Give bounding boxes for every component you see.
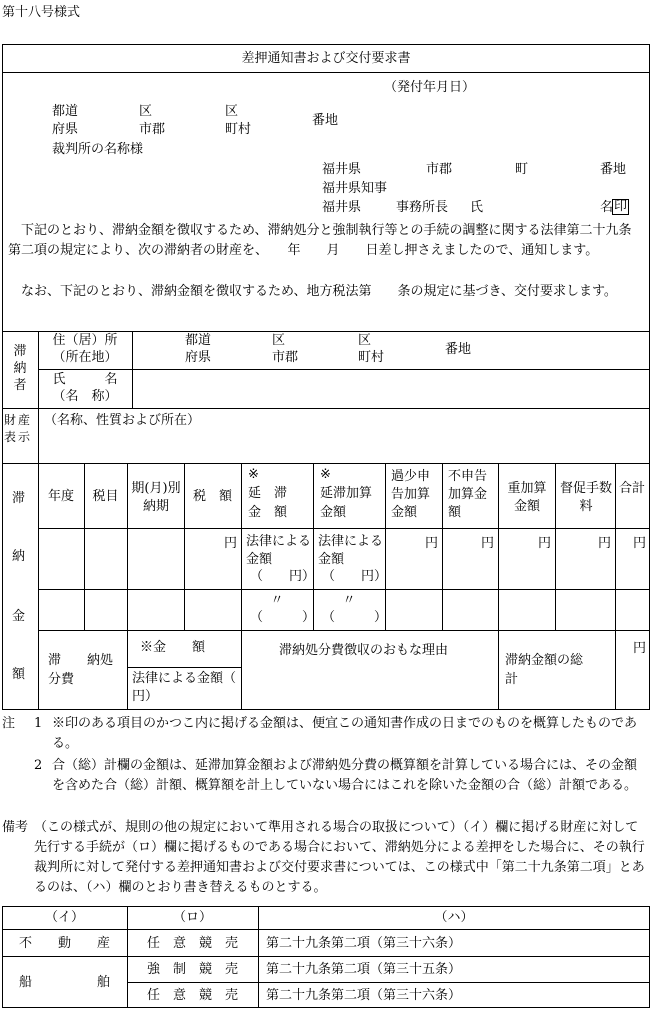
header-tax-amount: 税 額: [192, 489, 232, 504]
sender-governor: 福井県知事: [322, 181, 388, 196]
addressee-gun: 市郡: [139, 122, 166, 137]
addressee-court: 裁判所の名称様: [52, 142, 144, 157]
bottom-row3-ha: 第二十九条第二項（第三十六条）: [266, 988, 462, 1003]
bottom-row2-ro: 強 制 競 売: [146, 962, 238, 977]
row2-late-add-ditto: 〃: [342, 593, 356, 608]
header-under-report: 過少申告加算金額: [391, 469, 431, 520]
taxpayer-addr-town: 町村: [358, 350, 385, 365]
remarks-prefix: 備考: [2, 820, 29, 835]
bottom-row2-i: 船 舶: [18, 975, 110, 990]
row1-non-yen: 円: [480, 536, 494, 551]
issue-date: （発付年月日）: [384, 80, 476, 95]
arrears-char-3: 金: [12, 609, 26, 624]
arrears-total-yen: 円: [632, 641, 646, 656]
bottom-row3-ro: 任 意 競 売: [146, 988, 238, 1003]
addressee-town: 町村: [225, 122, 252, 137]
row2-late-fee-paren: （ ）: [250, 610, 316, 625]
bottom-row1-ha: 第二十九条第二項（第三十六条）: [266, 936, 462, 951]
row1-under-yen: 円: [424, 536, 438, 551]
disposal-fee-label: 滞 納処分費: [48, 653, 114, 687]
property-label-bottom: 表示: [4, 430, 33, 444]
header-late-fee: 延 滞 金 額: [248, 486, 301, 520]
header-period: 期(月)別納期: [131, 481, 181, 514]
arrears-total-label: 滞納金額の総 計: [505, 653, 623, 687]
disposal-reason-label: 滞納処分費徴収のおもな理由: [279, 643, 449, 658]
body-paragraph-2: なお、下記のとおり、滞納金額を徴収するため、地方税法第 条の規定に基づき、交付要求します。: [8, 284, 617, 299]
row1-late-add-paren: （ 円）: [322, 569, 388, 584]
header-tax-item: 税目: [92, 489, 119, 504]
taxpayer-addr-ku-1: 区: [272, 333, 286, 348]
sender-banchi: 番地: [600, 162, 627, 177]
row2-late-fee-ditto: 〃: [270, 593, 284, 608]
sender-pref: 福井県: [322, 162, 362, 177]
taxpayer-addr-pref-2: 府県: [185, 350, 212, 365]
notes-prefix: 注: [2, 716, 16, 731]
row1-late-add-legal: 法律による金額: [318, 534, 384, 567]
note-1-text: ※印のある項目のかつこ内に掲げる金額は、便宜この通知書作成の日までのものを概算したものである。: [52, 716, 638, 751]
remarks-text: （この様式が、規則の他の規定において準用される場合の取扱について）（イ）欄に掲げる財産に対して先行する手続が（ロ）欄に掲げるものである場合において、滞納処分による差押をした場合に、その執行裁判所に対して発付する差押通知書および交付要求書については、この様式中「第二十九条第二項」とあるのは、（ハ）欄のとおり書き替えるものとする。: [34, 820, 645, 895]
header-demand-fee: 督促手数料: [560, 481, 613, 514]
addressee-ku-2: 区: [225, 104, 239, 119]
arrears-char-2: 納: [12, 549, 26, 564]
row1-tax-yen: 円: [223, 536, 237, 551]
address-label-1: 住（居）所: [52, 333, 118, 348]
disposal-amount-label: ※金 額: [140, 640, 206, 655]
row1-heavy-yen: 円: [537, 536, 551, 551]
taxpayer-label: 滞納者: [13, 344, 27, 393]
addressee-ku-1: 区: [139, 104, 153, 119]
sender-name-shi: 氏: [470, 200, 484, 215]
bottom-header-ha: （ハ）: [434, 910, 474, 925]
note-2-number: 2: [34, 758, 43, 773]
name-label-1: 氏 名: [52, 372, 118, 387]
arrears-char-1: 滞: [12, 491, 26, 506]
header-non-report: 不申告加算金額: [448, 469, 488, 520]
bottom-row1-i: 不 動 産: [18, 936, 110, 951]
sender-office-pref: 福井県: [322, 200, 362, 215]
header-late-add: 延滞加算金額: [320, 486, 373, 520]
header-late-fee-mark: ※: [248, 467, 259, 482]
taxpayer-addr-ku-2: 区: [358, 333, 372, 348]
arrears-char-4: 額: [12, 667, 26, 682]
bottom-row1-ro: 任 意 競 売: [146, 936, 238, 951]
bottom-header-i: （イ）: [44, 910, 84, 925]
header-late-add-mark: ※: [320, 467, 331, 482]
note-2-text: 合（総）計欄の金額は、延滞加算金額および滞納処分費の概算額を計算している場合には、その金額を含めた合（総）計額、概算額を計上していない場合にはこれを除いた金額の合（総）計額である。: [52, 758, 638, 793]
bottom-header-ro: （ロ）: [172, 910, 212, 925]
addressee-pref-1: 都道: [52, 104, 79, 119]
taxpayer-addr-gun: 市郡: [272, 350, 299, 365]
header-heavy-add: 重加算金額: [507, 481, 547, 514]
property-label-top: 財産: [4, 413, 33, 427]
taxpayer-addr-pref-1: 都道: [185, 333, 212, 348]
row2-late-add-paren: （ ）: [322, 610, 388, 625]
form-title: 差押通知書および交付要求書: [241, 51, 411, 66]
addressee-pref-2: 府県: [52, 122, 79, 137]
taxpayer-addr-banchi: 番地: [445, 342, 472, 357]
header-total: 合計: [618, 481, 645, 496]
seal-stamp: 印: [614, 199, 628, 214]
sender-town: 町: [515, 162, 529, 177]
bottom-row2-ha: 第二十九条第二項（第三十五条）: [266, 962, 462, 977]
form-number: 第十八号様式: [2, 5, 81, 20]
property-label: [4, 412, 36, 446]
sender-gun: 市郡: [426, 162, 453, 177]
address-label-2: （所在地）: [52, 350, 118, 365]
sender-office-head: 事務所長: [396, 200, 449, 215]
row1-demand-yen: 円: [597, 536, 611, 551]
body-paragraph-1: 下記のとおり、滞納金額を徴収するため、滞納処分と強制執行等との手続の調整に関する法律第二十九条第二項の規定により、次の滞納者の財産を、 年 月 日差し押さえましたので、通知します。: [8, 223, 632, 258]
sender-name-mei: 名: [600, 200, 614, 215]
disposal-legal-amount: 法律による金額（ 円）: [132, 671, 276, 704]
row1-total-yen: 円: [632, 536, 646, 551]
row1-late-fee-legal: 法律による金額: [246, 534, 312, 567]
note-1-number: 1: [34, 716, 43, 731]
addressee-banchi: 番地: [312, 113, 339, 128]
name-label-2: （名 称）: [52, 389, 118, 404]
header-year: 年度: [47, 489, 74, 504]
property-note: （名称、性質および所在）: [44, 413, 201, 428]
row1-late-fee-paren: （ 円）: [250, 569, 316, 584]
